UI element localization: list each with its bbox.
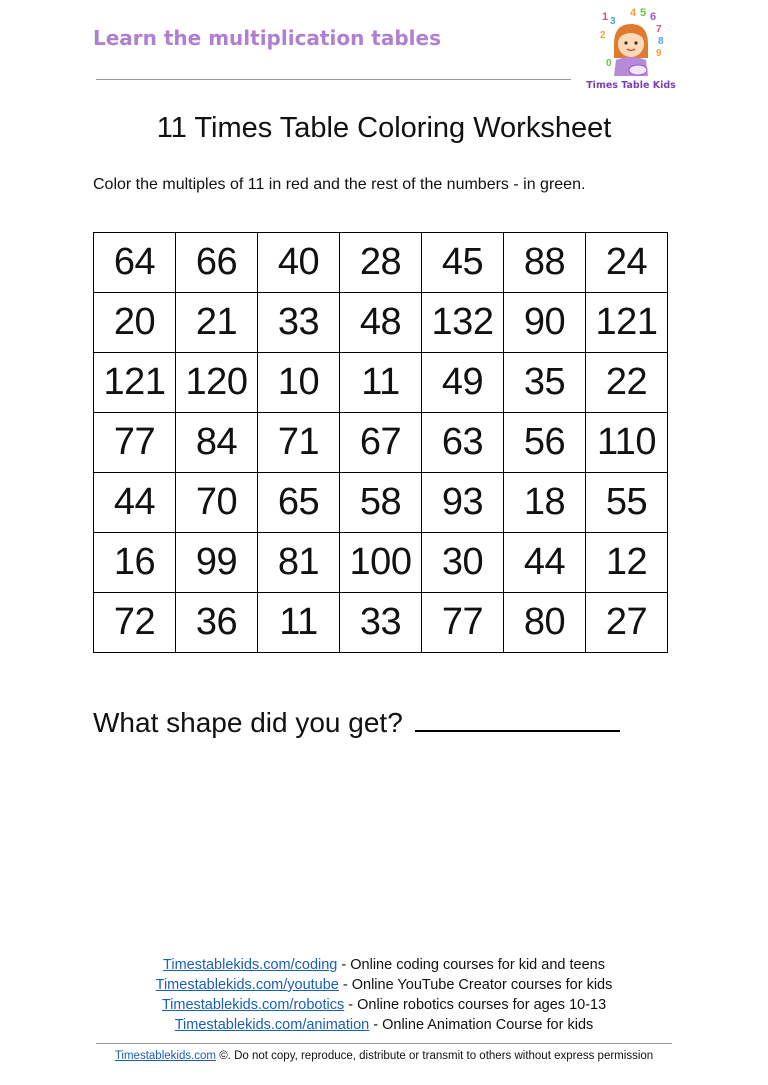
- svg-text:0: 0: [606, 58, 612, 69]
- header-divider: [96, 79, 571, 80]
- grid-row: [94, 353, 668, 413]
- grid-row: [94, 293, 668, 353]
- grid-row: [94, 233, 668, 293]
- promo-links: [0, 955, 768, 1035]
- grid-cell[interactable]: 11: [258, 593, 340, 653]
- grid-row: [94, 473, 668, 533]
- grid-cell[interactable]: 28: [340, 233, 422, 293]
- promo-link-animation[interactable]: Timestablekids.com/animation: [174, 1017, 370, 1033]
- promo-line: [0, 995, 768, 1015]
- grid-cell[interactable]: 58: [340, 473, 422, 533]
- grid-cell[interactable]: 121: [94, 353, 176, 413]
- grid-cell[interactable]: 21: [176, 293, 258, 353]
- grid-cell[interactable]: 64: [94, 233, 176, 293]
- grid-cell[interactable]: 67: [340, 413, 422, 473]
- grid-cell[interactable]: 40: [258, 233, 340, 293]
- grid-cell[interactable]: 63: [422, 413, 504, 473]
- answer-line[interactable]: [415, 708, 620, 732]
- grid-cell[interactable]: 132: [422, 293, 504, 353]
- grid-cell[interactable]: 90: [504, 293, 586, 353]
- grid-cell[interactable]: 22: [586, 353, 668, 413]
- grid-cell[interactable]: 80: [504, 593, 586, 653]
- grid-cell[interactable]: 71: [258, 413, 340, 473]
- grid-row: [94, 413, 668, 473]
- instructions: Color the multiples of 11 in red and the rest of the numbers - in green.: [93, 176, 586, 193]
- grid-cell[interactable]: 11: [340, 353, 422, 413]
- grid-cell[interactable]: 65: [258, 473, 340, 533]
- grid-cell[interactable]: 20: [94, 293, 176, 353]
- svg-text:6: 6: [650, 11, 657, 23]
- svg-text:4: 4: [630, 7, 637, 19]
- grid-row: [94, 533, 668, 593]
- grid-cell[interactable]: 44: [504, 533, 586, 593]
- promo-link-robotics[interactable]: Timestablekids.com/robotics: [161, 997, 345, 1013]
- promo-link-coding[interactable]: Timestablekids.com/coding: [163, 957, 338, 973]
- promo-line: [0, 975, 768, 995]
- grid-cell[interactable]: 30: [422, 533, 504, 593]
- footer-divider: [96, 1043, 672, 1044]
- promo-link-youtube[interactable]: Timestablekids.com/youtube: [155, 977, 339, 993]
- grid-cell[interactable]: 77: [422, 593, 504, 653]
- promo-text: - Online robotics courses for ages 10-13: [344, 997, 607, 1013]
- grid-cell[interactable]: 10: [258, 353, 340, 413]
- grid-cell[interactable]: 66: [176, 233, 258, 293]
- promo-text: - Online YouTube Creator courses for kids: [338, 977, 613, 993]
- promo-text: - Online coding courses for kid and teens: [337, 957, 605, 973]
- times-table-kids-logo[interactable]: [586, 4, 676, 94]
- grid-cell[interactable]: 55: [586, 473, 668, 533]
- grid-cell[interactable]: 45: [422, 233, 504, 293]
- grid-row: [94, 593, 668, 653]
- girl-with-numbers-icon: [586, 4, 676, 82]
- grid-cell[interactable]: 100: [340, 533, 422, 593]
- grid-cell[interactable]: 56: [504, 413, 586, 473]
- footer-link[interactable]: Timestablekids.com: [114, 1050, 217, 1062]
- grid-cell[interactable]: 48: [340, 293, 422, 353]
- footer: [0, 1050, 768, 1062]
- svg-text:1: 1: [602, 11, 609, 23]
- grid-cell[interactable]: 84: [176, 413, 258, 473]
- grid-cell[interactable]: 81: [258, 533, 340, 593]
- logo-text: Times Table Kids: [586, 80, 676, 91]
- grid-cell[interactable]: 35: [504, 353, 586, 413]
- grid-cell[interactable]: 12: [586, 533, 668, 593]
- grid-cell[interactable]: 33: [340, 593, 422, 653]
- header-title: Learn the multiplication tables: [93, 26, 441, 50]
- grid-cell[interactable]: 16: [94, 533, 176, 593]
- promo-line: [0, 955, 768, 975]
- number-grid: [93, 232, 668, 653]
- grid-cell[interactable]: 44: [94, 473, 176, 533]
- svg-text:7: 7: [656, 24, 662, 35]
- svg-text:3: 3: [610, 16, 616, 27]
- grid-cell[interactable]: 18: [504, 473, 586, 533]
- grid-cell[interactable]: 110: [586, 413, 668, 473]
- grid-cell[interactable]: 27: [586, 593, 668, 653]
- grid-cell[interactable]: 33: [258, 293, 340, 353]
- grid-cell[interactable]: 88: [504, 233, 586, 293]
- svg-text:2: 2: [600, 30, 606, 41]
- svg-text:9: 9: [656, 48, 662, 59]
- question-text: What shape did you get?: [93, 707, 403, 738]
- svg-text:8: 8: [658, 36, 664, 47]
- grid-cell[interactable]: 93: [422, 473, 504, 533]
- grid-cell[interactable]: 121: [586, 293, 668, 353]
- question: [93, 707, 620, 739]
- grid-cell[interactable]: 120: [176, 353, 258, 413]
- grid-cell[interactable]: 70: [176, 473, 258, 533]
- svg-text:5: 5: [640, 7, 647, 19]
- grid-cell[interactable]: 77: [94, 413, 176, 473]
- page-title: 11 Times Table Coloring Worksheet: [156, 112, 612, 144]
- footer-text: ©. Do not copy, reproduce, distribute or transmit to others without express permission: [216, 1050, 654, 1062]
- grid-cell[interactable]: 72: [94, 593, 176, 653]
- promo-line: [0, 1015, 768, 1035]
- grid-cell[interactable]: 49: [422, 353, 504, 413]
- grid-cell[interactable]: 99: [176, 533, 258, 593]
- grid-cell[interactable]: 36: [176, 593, 258, 653]
- grid-cell[interactable]: 24: [586, 233, 668, 293]
- promo-text: - Online Animation Course for kids: [369, 1017, 594, 1033]
